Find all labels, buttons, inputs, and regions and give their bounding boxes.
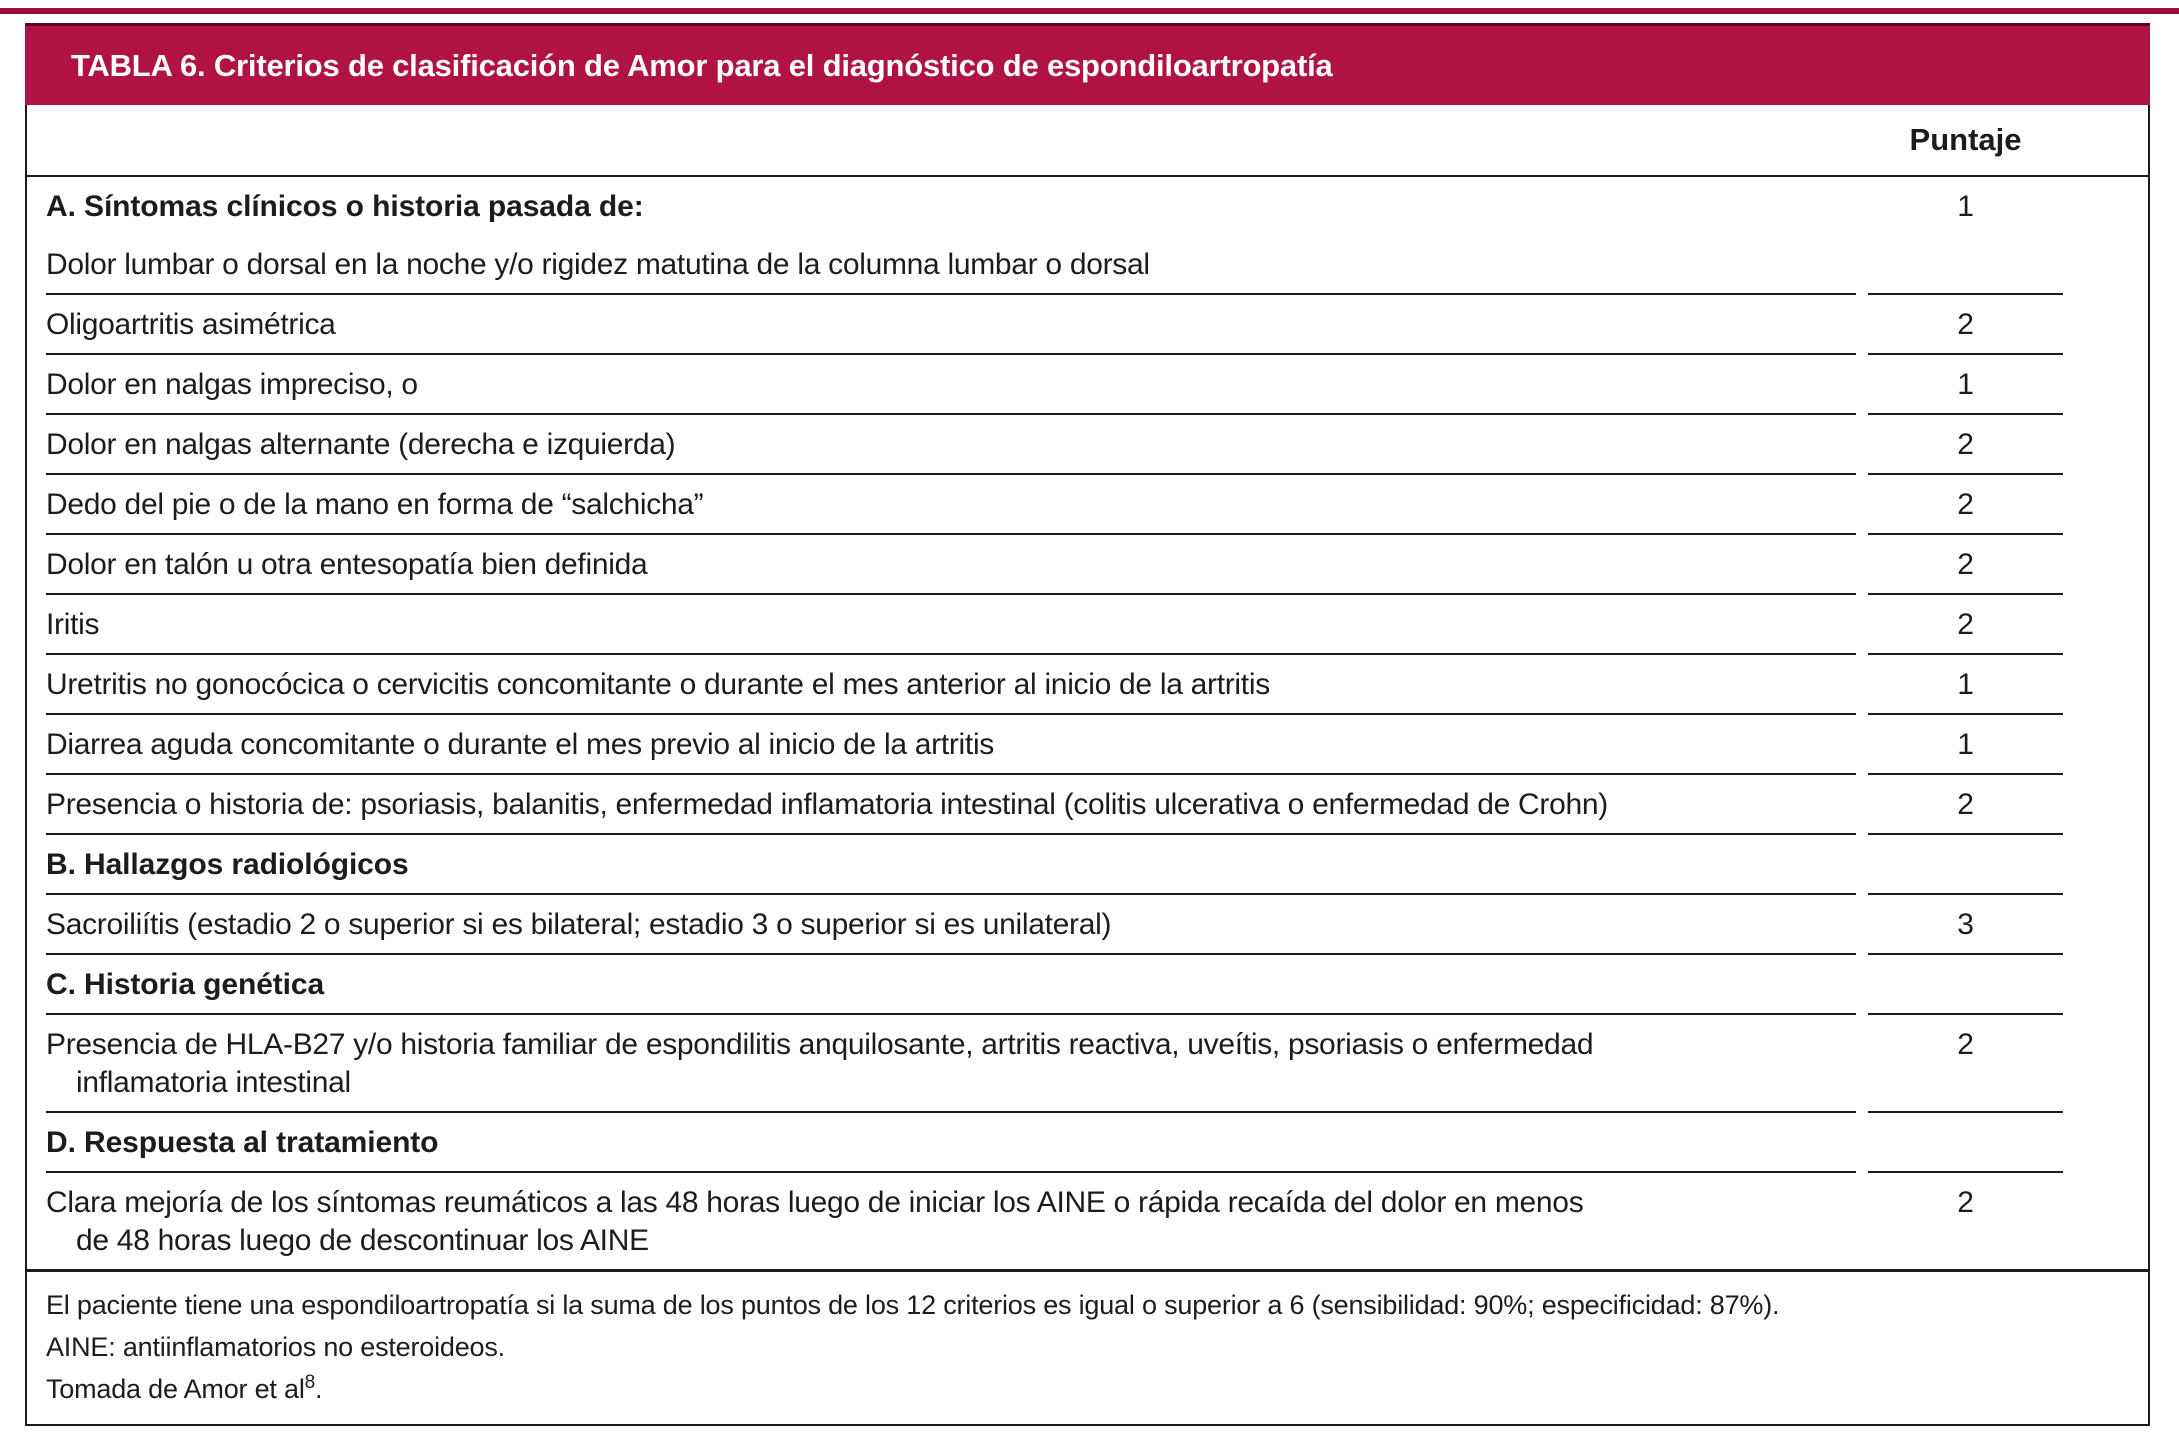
footnote-abbreviation: AINE: antiinflamatorios no esteroideos. bbox=[46, 1332, 505, 1362]
criterion-label-cell bbox=[46, 295, 1856, 355]
score-value: 1 bbox=[1868, 715, 2063, 775]
criterion-label-cell bbox=[46, 715, 1856, 775]
section-heading-row bbox=[27, 1113, 2148, 1173]
top-decoration-rule bbox=[0, 8, 2179, 14]
criterion-row bbox=[27, 595, 2148, 655]
criterion-row bbox=[27, 415, 2148, 475]
criterion-label-cell bbox=[46, 177, 1856, 235]
criterion-label: Oligoartritis asimétrica bbox=[46, 308, 336, 341]
criterion-label-cell bbox=[46, 235, 1856, 295]
score-value: 2 bbox=[1868, 1015, 2063, 1113]
score-value: 1 bbox=[1868, 355, 2063, 415]
criterion-label-cell bbox=[46, 595, 1856, 655]
criterion-label: Presencia de HLA-B27 y/o historia familiar de espondilitis anquilosante, artritis reactiva, uveítis, psoriasis o enfermedad bbox=[46, 1028, 1594, 1061]
criterion-row bbox=[27, 1173, 2148, 1269]
criterion-label: Clara mejoría de los síntomas reumáticos a las 48 horas luego de iniciar los AINE o rápida recaída del dolor en menos bbox=[46, 1186, 1584, 1219]
score-value: 2 bbox=[1868, 775, 2063, 835]
section-heading-label: C. Historia genética bbox=[46, 968, 325, 1001]
score-value bbox=[1868, 955, 2063, 1015]
criterion-row bbox=[27, 655, 2148, 715]
criterion-row bbox=[27, 235, 2148, 295]
criterion-label: Presencia o historia de: psoriasis, balanitis, enfermedad inflamatoria intestinal (colitis ulcerativa o enfermedad de Crohn) bbox=[46, 788, 1608, 821]
criterion-label: Dolor en nalgas alternante (derecha e izquierda) bbox=[46, 428, 676, 461]
criterion-label: Uretritis no gonocócica o cervicitis concomitante o durante el mes anterior al inicio de la artritis bbox=[46, 668, 1270, 701]
criterion-label-cell bbox=[46, 1113, 1856, 1173]
section-heading-row bbox=[27, 835, 2148, 895]
criterion-label-cell bbox=[46, 655, 1856, 715]
score-value: 2 bbox=[1868, 475, 2063, 535]
footnote-source bbox=[46, 1368, 2128, 1410]
criterion-row bbox=[27, 535, 2148, 595]
table-title: TABLA 6. Criterios de clasificación de Amor para el diagnóstico de espondiloartropatía bbox=[71, 47, 1333, 83]
table-rows bbox=[27, 177, 2148, 1269]
criterion-row bbox=[27, 715, 2148, 775]
criterion-label-cell bbox=[46, 775, 1856, 835]
score-value: 3 bbox=[1868, 895, 2063, 955]
criteria-table bbox=[25, 23, 2150, 1426]
footnote-citation-superscript: 8 bbox=[304, 1372, 316, 1393]
criterion-label: Dolor en talón u otra entesopatía bien definida bbox=[46, 548, 648, 581]
score-value bbox=[1868, 235, 2063, 295]
score-value: 2 bbox=[1868, 295, 2063, 355]
footnote-source-text: Tomada de Amor et al bbox=[46, 1374, 305, 1404]
score-column-header: Puntaje bbox=[1909, 122, 2022, 157]
score-value: 2 bbox=[1868, 595, 2063, 655]
score-value bbox=[1868, 1113, 2063, 1173]
criterion-label: Dolor lumbar o dorsal en la noche y/o rigidez matutina de la columna lumbar o dorsal bbox=[46, 248, 1150, 281]
section-heading-row bbox=[27, 177, 2148, 235]
score-value: 2 bbox=[1868, 535, 2063, 595]
section-heading-label: A. Síntomas clínicos o historia pasada de: bbox=[46, 190, 644, 223]
criterion-row bbox=[27, 475, 2148, 535]
criterion-row bbox=[27, 775, 2148, 835]
score-header-row bbox=[27, 105, 2148, 177]
section-heading-label: B. Hallazgos radiológicos bbox=[46, 848, 409, 881]
criterion-label-continuation: inflamatoria intestinal bbox=[76, 1066, 351, 1099]
criterion-label: Dedo del pie o de la mano en forma de “salchicha” bbox=[46, 488, 704, 521]
criterion-label-cell bbox=[46, 835, 1856, 895]
score-value bbox=[1868, 835, 2063, 895]
score-value: 1 bbox=[1957, 190, 1974, 223]
criterion-label: Iritis bbox=[46, 608, 100, 641]
table-title-bar bbox=[25, 23, 2150, 105]
criterion-label: Sacroiliítis (estadio 2 o superior si es bilateral; estadio 3 o superior si es unilateral) bbox=[46, 908, 1112, 941]
criterion-row bbox=[27, 895, 2148, 955]
criterion-label-continuation: de 48 horas luego de descontinuar los AINE bbox=[76, 1224, 649, 1257]
criterion-label-cell bbox=[46, 475, 1856, 535]
criterion-row bbox=[27, 1015, 2148, 1113]
score-value: 2 bbox=[1868, 415, 2063, 475]
table-body bbox=[25, 105, 2150, 1426]
criterion-label-cell bbox=[46, 895, 1856, 955]
footnote-source-period: . bbox=[315, 1374, 323, 1404]
footnote-summary: El paciente tiene una espondiloartropatía si la suma de los puntos de los 12 criterios es igual o superior a 6 (sensibilidad: 90%; especificidad: 87%). bbox=[46, 1290, 1780, 1320]
criterion-label-cell bbox=[46, 1173, 1856, 1269]
table-footnotes bbox=[27, 1269, 2148, 1424]
score-value: 1 bbox=[1868, 655, 2063, 715]
criterion-label: Dolor en nalgas impreciso, o bbox=[46, 368, 418, 401]
criterion-label-cell bbox=[46, 1015, 1856, 1113]
criterion-label-cell bbox=[46, 535, 1856, 595]
criterion-row bbox=[27, 295, 2148, 355]
criterion-label-cell bbox=[46, 415, 1856, 475]
score-value: 2 bbox=[1957, 1186, 1974, 1219]
criterion-label-cell bbox=[46, 955, 1856, 1015]
criterion-row bbox=[27, 355, 2148, 415]
criterion-label: Diarrea aguda concomitante o durante el mes previo al inicio de la artritis bbox=[46, 728, 995, 761]
section-heading-row bbox=[27, 955, 2148, 1015]
section-heading-label: D. Respuesta al tratamiento bbox=[46, 1126, 439, 1159]
criterion-label-cell bbox=[46, 355, 1856, 415]
